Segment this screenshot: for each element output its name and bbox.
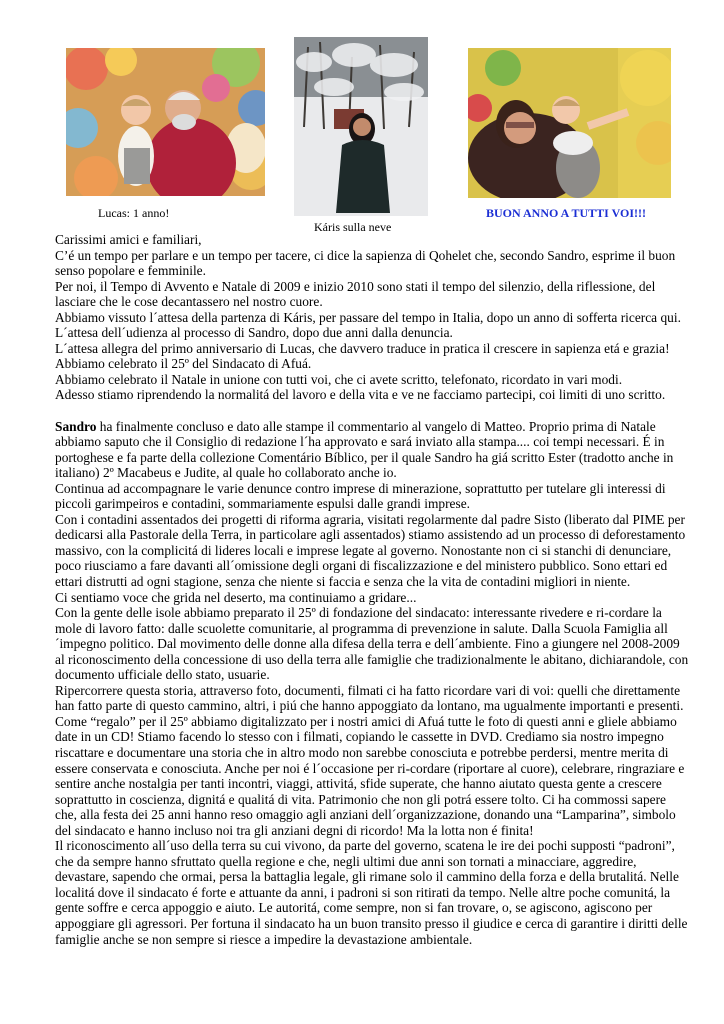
paragraph-qohelet: C’é un tempo per parlare e un tempo per tacere, ci dice la sapienza di Qohelet che, secondo Sandro, esprime il buon senso popolare e femminile. [55,247,676,279]
paragraph-deserto: Ci sentiamo voce che grida nel deserto, ma continuiamo a gridare... [55,589,417,605]
paragraph-sindacato: Abbiamo celebrato il 25º del Sindacato di Afuá. [55,356,312,372]
paragraph-natale: Abbiamo celebrato il Natale in unione con tutti voi, che ci avete scritto, telefonato, ricordato in vari modi. [55,371,623,387]
greeting: Carissimi amici e familiari, [55,232,202,247]
paragraph-storia: Ripercorrere questa storia, attraverso foto, documenti, filmati ci ha fatto ricordare vari di voi: quelli che direttamente han fatto parte di questo cammino, altri, i piú che hanno appoggiato da lontano, ma ugualmente importanti e presenti. Come “regalo” per il 25º abbiamo digitalizzato per i nostri amici di Afuá tutte le foto di questi anni e gliele abbiamo date in un CD! Stiamo facendo lo stesso con i filmati, copiando le cassette in DVD. Crediamo sia nostro impegno riscattare e documentare una storia che in altro modo non sarebbe conosciuta e potrebbe perdersi, mentre merita di essere conservata e conosciuta. Anche per noi é l´occasione per ri-cordare (riportare al cuore), celebrare, ringraziare e sentire anche nostalgia per tanti incontri, viaggi, attivitá, sfide superate, che hanno aiutato questa gente a crescere soprattutto in coscienza, dignitá e qualitá di vita. Patrimonio che non gli potrá essere tolto. Ci ha commossi sapere che, alla festa dei 25 anni hanno reso omaggio agli anziani dell´organizzazione, donando una “Lamparina”, simbolo del sindacato e hanno incluso noi tra gli anziani degni di ricordo! Ma la lotta non é finita! [55,682,685,838]
photo-caption-lucas: Lucas: 1 anno! [98,206,170,220]
paragraph-spacer [55,403,689,419]
paragraph-contadini: Con i contadini assentados dei progetti di riforma agraria, visitati regolarmente dal padre Sisto (liberato dal PIME per dedicarsi alla Pastorale della Terra, in particolare agli assentados) stiamo assistendo ad un processo di deforestamento massivo, con la complicitá di lideres locali e imprese legate al governo. Nonostante non ci si stanchi di denunciare, poco riusciamo a fare davanti all´omissione degli organi di fiscalizzazione e del ministero pubblico. Sono ettari ed ettari distrutti ad ogni stagione, senza che niente si faccia e senza che la vita de contadini migliori in niente. [55,511,686,589]
paragraph-sandro [55,419,689,481]
sandro-name: Sandro [55,418,97,434]
photo-lucas-grandmother [468,48,671,198]
photo-karis-snow [294,37,428,216]
paragraph-terra: Il riconoscimento all´uso della terra su cui vivono, da parte del governo, scatena le ire dei pochi supposti “padroni”, che da sempre hanno sfruttato quella regione e che, negli ultimi due anni son tornati a minacciare, aggredire, devastare, sapendo che ormai, persa la battaglia legale, gli rimane solo il cammino della forza e della brutalitá. Nelle localitá dove il sindacato é forte e attuante da anni, i padroni si son ritirati da tempo. Nelle altre poche comunitá, la gente soffre e cerca appoggio e aiuto. Le autoritá, come sempre, non si fan trovare, o, se agiscono, agiscono per appoggiare gli agressori. Per fortuna il sindacato ha un buon transito presso il giudice e cerca di garantire i diritti delle famiglie anche se non sempre si riesce a impedire la devastazione ambientale. [55,838,688,947]
paragraph-isole: Con la gente delle isole abbiamo preparato il 25º di fondazione del sindacato: interessante rivedere e ri-cordare la mole di lavoro fatto: dalle scuolette comunitarie, al programma di prevenzione in salute. Dalla Scuola Famiglia all´impegno politico. Dal movimento delle donne alla difesa della terra e dell´ambiente. Fino a giungere nel 2008-2009 al riconoscimento della concessione di uso della terra alle famiglie che tradizionalmente le abitano, dichiarandole, con documento ufficiale dello stato, usuarie. [55,605,689,683]
paragraph-advent: Per noi, il Tempo di Avvento e Natale di 2009 e inizio 2010 sono stati il tempo del silenzio, della riflessione, del lasciare che le cose decantassero nel nostro cuore. [55,278,656,310]
sandro-text: ha finalmente concluso e dato alle stampe il commentario al vangelo di Matteo. Proprio prima di Natale abbiamo saputo che il Consiglio di redazione l´ha approvato e sará inviato alla stampa.... coi tempi necessari. É in portoghese e fa parte della collezione Comentário Bíblico, per il quale Sandro ha giá scritto Ester (tradotto anche in italiano) 2º Macabeus e Judite, al quale ho collaborato anche io. [55,418,674,481]
photo-caption-new-year: BUON ANNO A TUTTI VOI!!! [486,206,647,220]
paragraph-lucas: L´attesa allegra del primo anniversario di Lucas, che davvero traduce in pratica il crescere in sapienza etá e grazia! [55,340,670,356]
photo-lucas-grandfather [66,48,265,196]
paragraph-minerazione: Continua ad accompagnare le varie denunce contro imprese di minerazione, soprattutto per tutelare gli interessi di piccoli garimpeiros e contadini, sommariamente espulsi dalle grandi imprese. [55,480,666,512]
paragraph-hearing: L´attesa dell´udienza al processo di Sandro, dopo due anni dalla denuncia. [55,325,453,341]
paragraph-karis: Abbiamo vissuto l´attesa della partenza di Káris, per passare del tempo in Italia, dopo un anno di sofferta ricerca qui. [55,309,681,325]
photo-caption-karis: Káris sulla neve [314,220,392,234]
letter-body [55,232,689,947]
paragraph-normalita: Adesso stiamo riprendendo la normalitá del lavoro e della vita e ve ne facciamo partecipi, coi limiti di uno scritto. [55,387,666,403]
